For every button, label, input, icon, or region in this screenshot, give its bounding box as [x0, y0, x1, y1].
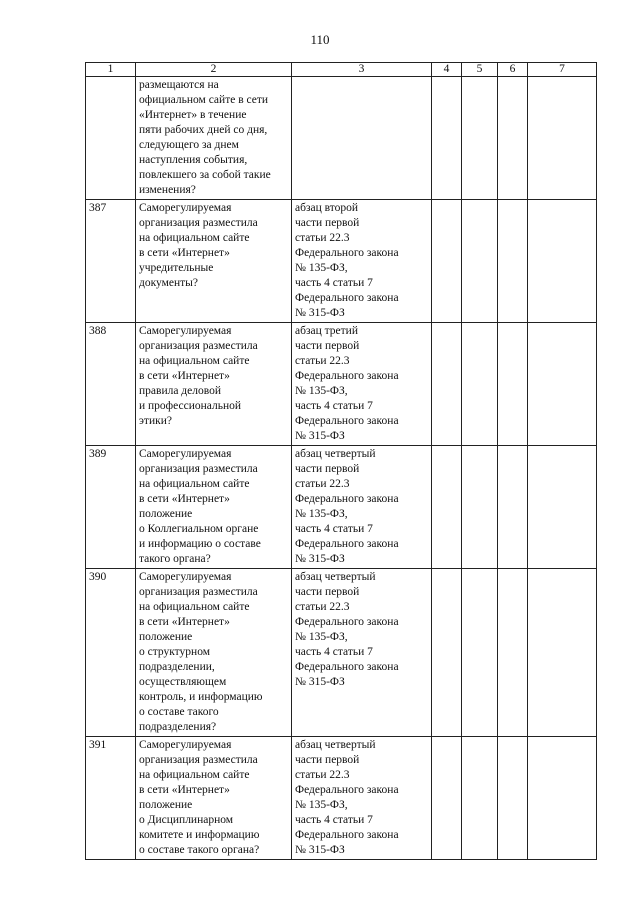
question-text: Саморегулируемая организация разместила на официальном сайте в сети «Интернет» учредительные документы? — [136, 200, 292, 323]
answer-cell-4 — [432, 77, 462, 200]
answer-cell-7 — [528, 200, 597, 323]
answer-cell-4 — [432, 569, 462, 737]
header-col-2: 2 — [136, 63, 292, 77]
checklist-table — [85, 62, 597, 860]
answer-cell-7 — [528, 77, 597, 200]
page-number: 110 — [310, 32, 330, 47]
legal-reference: абзац третий части первой статьи 22.3 Федерального закона № 135-ФЗ, часть 4 статьи 7 Федерального закона № 315-ФЗ — [292, 323, 432, 446]
answer-cell-4 — [432, 446, 462, 569]
answer-cell-5 — [462, 200, 498, 323]
answer-cell-4 — [432, 323, 462, 446]
table-row — [86, 737, 597, 860]
answer-cell-5 — [462, 446, 498, 569]
answer-cell-6 — [498, 77, 528, 200]
answer-cell-5 — [462, 77, 498, 200]
answer-cell-4 — [432, 737, 462, 860]
question-text: размещаются на официальном сайте в сети «Интернет» в течение пяти рабочих дней со дня, следующего за днем наступления события, повлекшего за собой такие изменения? — [136, 77, 292, 200]
legal-reference: абзац четвертый части первой статьи 22.3 Федерального закона № 135-ФЗ, часть 4 статьи 7 Федерального закона № 315-ФЗ — [292, 446, 432, 569]
question-text: Саморегулируемая организация разместила на официальном сайте в сети «Интернет» положение о Дисциплинарном комитете и информацию о составе такого органа? — [136, 737, 292, 860]
row-number — [86, 77, 136, 200]
header-col-6: 6 — [498, 63, 528, 77]
answer-cell-6 — [498, 323, 528, 446]
answer-cell-7 — [528, 737, 597, 860]
row-number: 387 — [86, 200, 136, 323]
legal-reference: абзац четвертый части первой статьи 22.3 Федерального закона № 135-ФЗ, часть 4 статьи 7 Федерального закона № 315-ФЗ — [292, 569, 432, 737]
answer-cell-6 — [498, 569, 528, 737]
header-row — [86, 63, 597, 77]
answer-cell-5 — [462, 323, 498, 446]
table-row — [86, 569, 597, 737]
answer-cell-6 — [498, 200, 528, 323]
answer-cell-6 — [498, 737, 528, 860]
question-text: Саморегулируемая организация разместила на официальном сайте в сети «Интернет» положение о структурном подразделении, осуществляющем контроль, и информацию о составе такого подразделения? — [136, 569, 292, 737]
answer-cell-5 — [462, 569, 498, 737]
question-text: Саморегулируемая организация разместила на официальном сайте в сети «Интернет» положение о Коллегиальном органе и информацию о составе такого органа? — [136, 446, 292, 569]
table-row — [86, 446, 597, 569]
header-col-3: 3 — [292, 63, 432, 77]
table-row-continuation — [86, 77, 597, 200]
row-number: 389 — [86, 446, 136, 569]
header-col-1: 1 — [86, 63, 136, 77]
table-row — [86, 323, 597, 446]
row-number: 391 — [86, 737, 136, 860]
row-number: 390 — [86, 569, 136, 737]
header-col-5: 5 — [462, 63, 498, 77]
answer-cell-7 — [528, 323, 597, 446]
answer-cell-6 — [498, 446, 528, 569]
legal-reference: абзац четвертый части первой статьи 22.3 Федерального закона № 135-ФЗ, часть 4 статьи 7 Федерального закона № 315-ФЗ — [292, 737, 432, 860]
legal-reference: абзац второй части первой статьи 22.3 Федерального закона № 135-ФЗ, часть 4 статьи 7 Федерального закона № 315-ФЗ — [292, 200, 432, 323]
legal-reference — [292, 77, 432, 200]
row-number: 388 — [86, 323, 136, 446]
answer-cell-7 — [528, 446, 597, 569]
header-col-7: 7 — [528, 63, 597, 77]
answer-cell-4 — [432, 200, 462, 323]
question-text: Саморегулируемая организация разместила на официальном сайте в сети «Интернет» правила деловой и профессиональной этики? — [136, 323, 292, 446]
answer-cell-5 — [462, 737, 498, 860]
header-col-4: 4 — [432, 63, 462, 77]
answer-cell-7 — [528, 569, 597, 737]
table-row — [86, 200, 597, 323]
